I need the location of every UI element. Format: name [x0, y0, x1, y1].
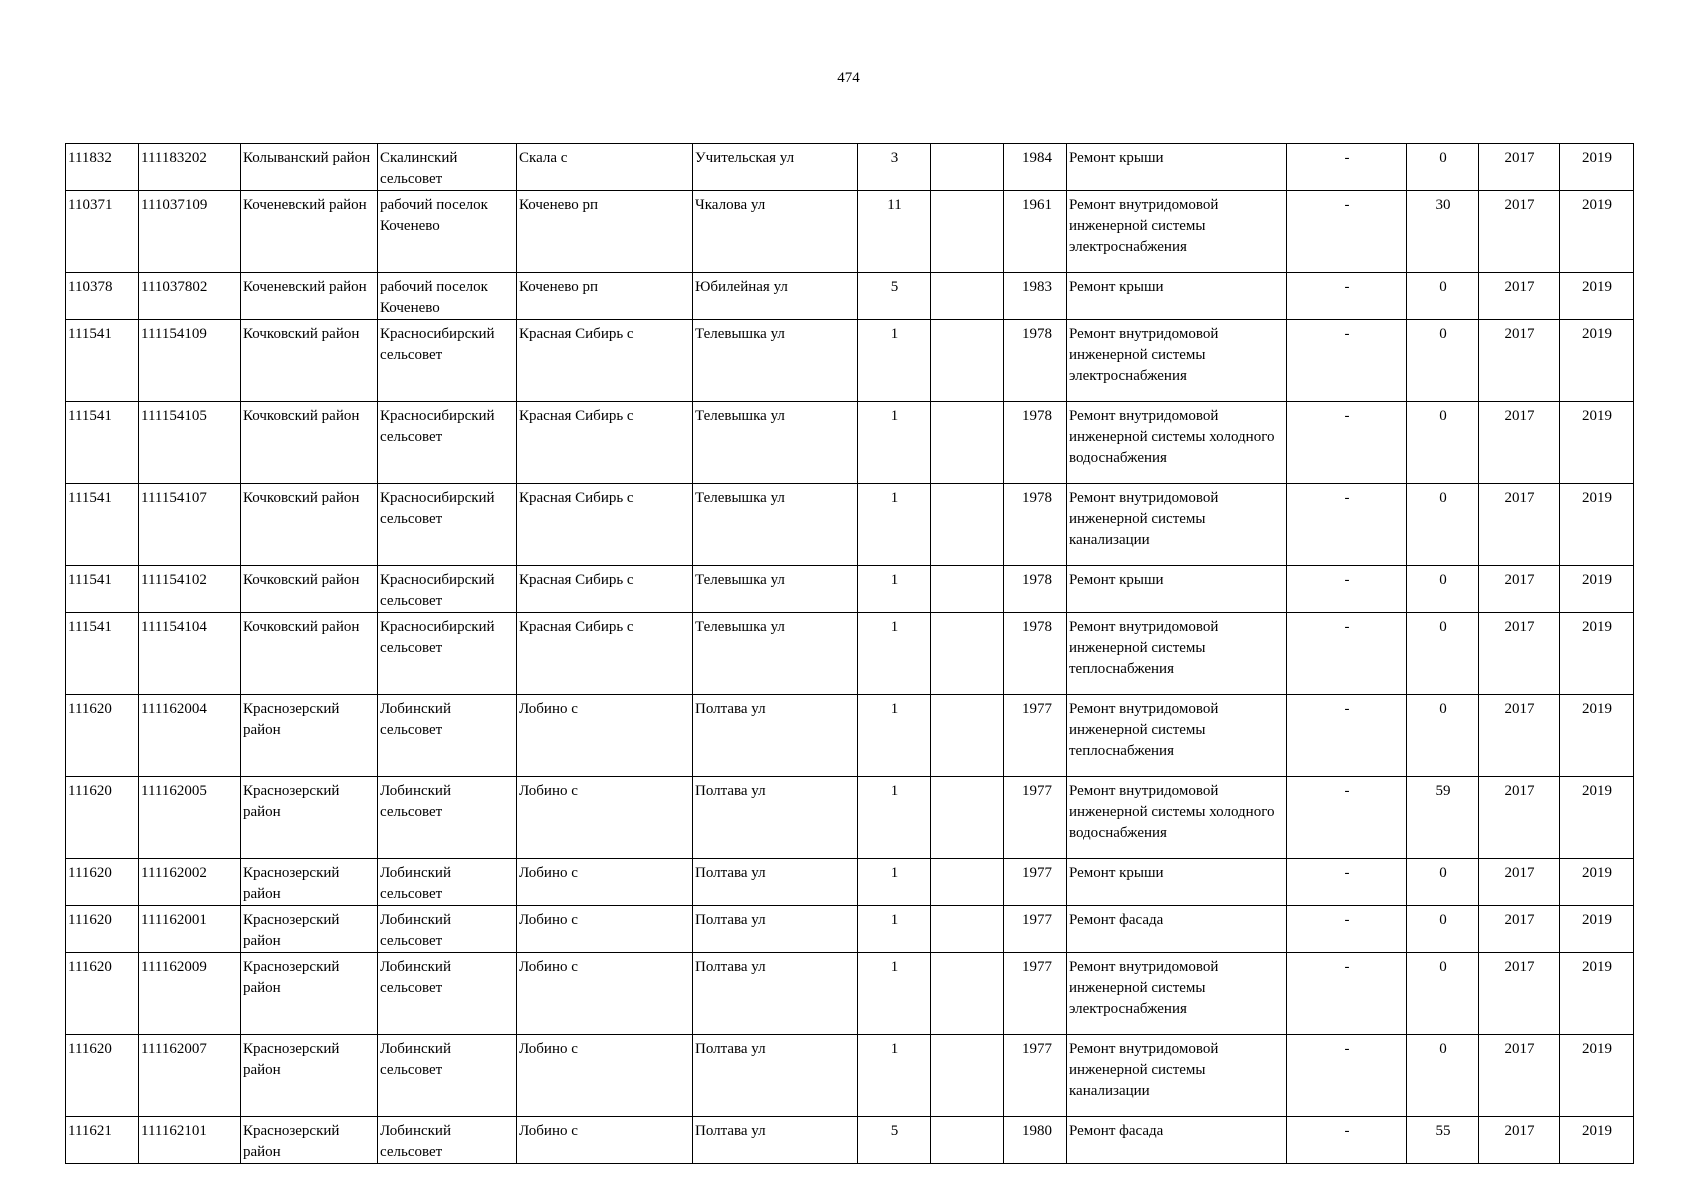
building-cell [931, 144, 1004, 191]
dash-cell: - [1287, 906, 1407, 953]
building-cell [931, 953, 1004, 1035]
district-cell: Кочковский район [241, 320, 378, 402]
repair-schedule-table [65, 143, 1634, 1164]
work-type-cell: Ремонт внутридомовой инженерной системы электроснабжения [1067, 320, 1287, 402]
municipality-cell: Красносибирский сельсовет [378, 613, 517, 695]
settlement-cell: Скала с [517, 144, 693, 191]
build-year-cell: 1977 [1004, 695, 1067, 777]
amount-cell: 59 [1407, 777, 1479, 859]
build-year-cell: 1961 [1004, 191, 1067, 273]
municipality-cell: Красносибирский сельсовет [378, 484, 517, 566]
settlement-cell: Красная Сибирь с [517, 566, 693, 613]
work-id-cell: 111154105 [139, 402, 241, 484]
district-cell: Колыванский район [241, 144, 378, 191]
building-cell [931, 906, 1004, 953]
table-body [66, 144, 1634, 1164]
object-id-cell: 111541 [66, 613, 139, 695]
end-year-cell: 2019 [1560, 1117, 1634, 1164]
district-cell: Краснозерский район [241, 1117, 378, 1164]
start-year-cell: 2017 [1479, 859, 1560, 906]
house-number-cell: 1 [858, 566, 931, 613]
work-id-cell: 111162007 [139, 1035, 241, 1117]
object-id-cell: 111541 [66, 402, 139, 484]
district-cell: Краснозерский район [241, 777, 378, 859]
start-year-cell: 2017 [1479, 777, 1560, 859]
build-year-cell: 1977 [1004, 777, 1067, 859]
building-cell [931, 402, 1004, 484]
amount-cell: 0 [1407, 1035, 1479, 1117]
district-cell: Краснозерский район [241, 953, 378, 1035]
municipality-cell: Лобинский сельсовет [378, 1117, 517, 1164]
dash-cell: - [1287, 566, 1407, 613]
dash-cell: - [1287, 777, 1407, 859]
work-id-cell: 111162009 [139, 953, 241, 1035]
settlement-cell: Лобино с [517, 906, 693, 953]
object-id-cell: 110371 [66, 191, 139, 273]
amount-cell: 0 [1407, 953, 1479, 1035]
object-id-cell: 111832 [66, 144, 139, 191]
object-id-cell: 111620 [66, 1035, 139, 1117]
work-id-cell: 111037802 [139, 273, 241, 320]
street-cell: Полтава ул [693, 1035, 858, 1117]
table-row [66, 906, 1634, 953]
work-type-cell: Ремонт внутридомовой инженерной системы канализации [1067, 484, 1287, 566]
house-number-cell: 1 [858, 320, 931, 402]
end-year-cell: 2019 [1560, 273, 1634, 320]
settlement-cell: Коченево рп [517, 273, 693, 320]
build-year-cell: 1978 [1004, 320, 1067, 402]
end-year-cell: 2019 [1560, 402, 1634, 484]
amount-cell: 55 [1407, 1117, 1479, 1164]
municipality-cell: Лобинский сельсовет [378, 1035, 517, 1117]
object-id-cell: 110378 [66, 273, 139, 320]
build-year-cell: 1978 [1004, 484, 1067, 566]
dash-cell: - [1287, 144, 1407, 191]
build-year-cell: 1978 [1004, 402, 1067, 484]
work-id-cell: 111154102 [139, 566, 241, 613]
start-year-cell: 2017 [1479, 191, 1560, 273]
work-type-cell: Ремонт внутридомовой инженерной системы теплоснабжения [1067, 613, 1287, 695]
amount-cell: 0 [1407, 906, 1479, 953]
work-type-cell: Ремонт внутридомовой инженерной системы холодного водоснабжения [1067, 402, 1287, 484]
start-year-cell: 2017 [1479, 402, 1560, 484]
end-year-cell: 2019 [1560, 613, 1634, 695]
table-row [66, 320, 1634, 402]
object-id-cell: 111620 [66, 695, 139, 777]
object-id-cell: 111541 [66, 566, 139, 613]
house-number-cell: 1 [858, 695, 931, 777]
table-row [66, 777, 1634, 859]
street-cell: Телевышка ул [693, 613, 858, 695]
amount-cell: 30 [1407, 191, 1479, 273]
work-id-cell: 111162002 [139, 859, 241, 906]
start-year-cell: 2017 [1479, 1035, 1560, 1117]
work-id-cell: 111154109 [139, 320, 241, 402]
end-year-cell: 2019 [1560, 1035, 1634, 1117]
start-year-cell: 2017 [1479, 1117, 1560, 1164]
amount-cell: 0 [1407, 484, 1479, 566]
settlement-cell: Красная Сибирь с [517, 402, 693, 484]
object-id-cell: 111541 [66, 320, 139, 402]
dash-cell: - [1287, 402, 1407, 484]
district-cell: Краснозерский район [241, 1035, 378, 1117]
amount-cell: 0 [1407, 695, 1479, 777]
municipality-cell: рабочий поселок Коченево [378, 191, 517, 273]
house-number-cell: 5 [858, 1117, 931, 1164]
end-year-cell: 2019 [1560, 906, 1634, 953]
table-row [66, 1117, 1634, 1164]
amount-cell: 0 [1407, 859, 1479, 906]
building-cell [931, 484, 1004, 566]
settlement-cell: Лобино с [517, 777, 693, 859]
house-number-cell: 1 [858, 1035, 931, 1117]
district-cell: Коченевский район [241, 191, 378, 273]
work-type-cell: Ремонт крыши [1067, 273, 1287, 320]
table-row [66, 695, 1634, 777]
start-year-cell: 2017 [1479, 484, 1560, 566]
house-number-cell: 3 [858, 144, 931, 191]
settlement-cell: Лобино с [517, 695, 693, 777]
work-type-cell: Ремонт крыши [1067, 859, 1287, 906]
end-year-cell: 2019 [1560, 859, 1634, 906]
municipality-cell: Красносибирский сельсовет [378, 566, 517, 613]
work-type-cell: Ремонт крыши [1067, 144, 1287, 191]
build-year-cell: 1980 [1004, 1117, 1067, 1164]
end-year-cell: 2019 [1560, 566, 1634, 613]
page-number: 474 [837, 70, 860, 86]
dash-cell: - [1287, 613, 1407, 695]
end-year-cell: 2019 [1560, 484, 1634, 566]
work-id-cell: 111162005 [139, 777, 241, 859]
building-cell [931, 613, 1004, 695]
building-cell [931, 191, 1004, 273]
building-cell [931, 695, 1004, 777]
work-id-cell: 111162101 [139, 1117, 241, 1164]
municipality-cell: Лобинский сельсовет [378, 953, 517, 1035]
settlement-cell: Коченево рп [517, 191, 693, 273]
house-number-cell: 1 [858, 777, 931, 859]
start-year-cell: 2017 [1479, 695, 1560, 777]
table-row [66, 566, 1634, 613]
settlement-cell: Лобино с [517, 1117, 693, 1164]
work-id-cell: 111037109 [139, 191, 241, 273]
end-year-cell: 2019 [1560, 695, 1634, 777]
municipality-cell: Лобинский сельсовет [378, 906, 517, 953]
house-number-cell: 1 [858, 859, 931, 906]
table-row [66, 191, 1634, 273]
building-cell [931, 566, 1004, 613]
build-year-cell: 1977 [1004, 953, 1067, 1035]
municipality-cell: Скалинский сельсовет [378, 144, 517, 191]
object-id-cell: 111541 [66, 484, 139, 566]
build-year-cell: 1977 [1004, 859, 1067, 906]
start-year-cell: 2017 [1479, 613, 1560, 695]
build-year-cell: 1978 [1004, 566, 1067, 613]
work-id-cell: 111154104 [139, 613, 241, 695]
work-type-cell: Ремонт фасада [1067, 906, 1287, 953]
district-cell: Кочковский район [241, 566, 378, 613]
start-year-cell: 2017 [1479, 566, 1560, 613]
building-cell [931, 777, 1004, 859]
district-cell: Краснозерский район [241, 859, 378, 906]
settlement-cell: Красная Сибирь с [517, 484, 693, 566]
district-cell: Кочковский район [241, 613, 378, 695]
object-id-cell: 111621 [66, 1117, 139, 1164]
street-cell: Телевышка ул [693, 320, 858, 402]
table-row [66, 144, 1634, 191]
street-cell: Телевышка ул [693, 484, 858, 566]
build-year-cell: 1977 [1004, 906, 1067, 953]
end-year-cell: 2019 [1560, 191, 1634, 273]
building-cell [931, 1117, 1004, 1164]
municipality-cell: Красносибирский сельсовет [378, 320, 517, 402]
street-cell: Полтава ул [693, 695, 858, 777]
work-type-cell: Ремонт крыши [1067, 566, 1287, 613]
municipality-cell: Лобинский сельсовет [378, 695, 517, 777]
street-cell: Полтава ул [693, 1117, 858, 1164]
table-row [66, 859, 1634, 906]
table-row [66, 613, 1634, 695]
settlement-cell: Лобино с [517, 859, 693, 906]
building-cell [931, 859, 1004, 906]
building-cell [931, 273, 1004, 320]
start-year-cell: 2017 [1479, 144, 1560, 191]
street-cell: Телевышка ул [693, 402, 858, 484]
settlement-cell: Красная Сибирь с [517, 320, 693, 402]
street-cell: Полтава ул [693, 906, 858, 953]
dash-cell: - [1287, 320, 1407, 402]
dash-cell: - [1287, 273, 1407, 320]
house-number-cell: 5 [858, 273, 931, 320]
end-year-cell: 2019 [1560, 777, 1634, 859]
start-year-cell: 2017 [1479, 906, 1560, 953]
work-type-cell: Ремонт внутридомовой инженерной системы электроснабжения [1067, 191, 1287, 273]
district-cell: Кочковский район [241, 402, 378, 484]
street-cell: Полтава ул [693, 777, 858, 859]
work-type-cell: Ремонт фасада [1067, 1117, 1287, 1164]
amount-cell: 0 [1407, 144, 1479, 191]
street-cell: Чкалова ул [693, 191, 858, 273]
dash-cell: - [1287, 1117, 1407, 1164]
amount-cell: 0 [1407, 566, 1479, 613]
house-number-cell: 11 [858, 191, 931, 273]
building-cell [931, 1035, 1004, 1117]
work-type-cell: Ремонт внутридомовой инженерной системы электроснабжения [1067, 953, 1287, 1035]
dash-cell: - [1287, 191, 1407, 273]
house-number-cell: 1 [858, 613, 931, 695]
start-year-cell: 2017 [1479, 320, 1560, 402]
amount-cell: 0 [1407, 320, 1479, 402]
house-number-cell: 1 [858, 402, 931, 484]
work-type-cell: Ремонт внутридомовой инженерной системы теплоснабжения [1067, 695, 1287, 777]
build-year-cell: 1984 [1004, 144, 1067, 191]
street-cell: Телевышка ул [693, 566, 858, 613]
municipality-cell: рабочий поселок Коченево [378, 273, 517, 320]
work-id-cell: 111162001 [139, 906, 241, 953]
table-row [66, 1035, 1634, 1117]
work-id-cell: 111162004 [139, 695, 241, 777]
build-year-cell: 1977 [1004, 1035, 1067, 1117]
amount-cell: 0 [1407, 273, 1479, 320]
dash-cell: - [1287, 953, 1407, 1035]
street-cell: Учительская ул [693, 144, 858, 191]
house-number-cell: 1 [858, 906, 931, 953]
table-row [66, 402, 1634, 484]
district-cell: Кочковский район [241, 484, 378, 566]
street-cell: Полтава ул [693, 953, 858, 1035]
settlement-cell: Красная Сибирь с [517, 613, 693, 695]
municipality-cell: Лобинский сельсовет [378, 859, 517, 906]
house-number-cell: 1 [858, 484, 931, 566]
build-year-cell: 1983 [1004, 273, 1067, 320]
district-cell: Коченевский район [241, 273, 378, 320]
dash-cell: - [1287, 859, 1407, 906]
district-cell: Краснозерский район [241, 695, 378, 777]
table-row [66, 273, 1634, 320]
end-year-cell: 2019 [1560, 320, 1634, 402]
table-row [66, 484, 1634, 566]
start-year-cell: 2017 [1479, 273, 1560, 320]
end-year-cell: 2019 [1560, 144, 1634, 191]
end-year-cell: 2019 [1560, 953, 1634, 1035]
build-year-cell: 1978 [1004, 613, 1067, 695]
settlement-cell: Лобино с [517, 1035, 693, 1117]
work-id-cell: 111183202 [139, 144, 241, 191]
municipality-cell: Красносибирский сельсовет [378, 402, 517, 484]
house-number-cell: 1 [858, 953, 931, 1035]
table-row [66, 953, 1634, 1035]
work-type-cell: Ремонт внутридомовой инженерной системы канализации [1067, 1035, 1287, 1117]
object-id-cell: 111620 [66, 777, 139, 859]
start-year-cell: 2017 [1479, 953, 1560, 1035]
street-cell: Юбилейная ул [693, 273, 858, 320]
object-id-cell: 111620 [66, 953, 139, 1035]
municipality-cell: Лобинский сельсовет [378, 777, 517, 859]
settlement-cell: Лобино с [517, 953, 693, 1035]
dash-cell: - [1287, 1035, 1407, 1117]
street-cell: Полтава ул [693, 859, 858, 906]
object-id-cell: 111620 [66, 906, 139, 953]
district-cell: Краснозерский район [241, 906, 378, 953]
building-cell [931, 320, 1004, 402]
work-id-cell: 111154107 [139, 484, 241, 566]
dash-cell: - [1287, 484, 1407, 566]
amount-cell: 0 [1407, 402, 1479, 484]
amount-cell: 0 [1407, 613, 1479, 695]
dash-cell: - [1287, 695, 1407, 777]
object-id-cell: 111620 [66, 859, 139, 906]
work-type-cell: Ремонт внутридомовой инженерной системы холодного водоснабжения [1067, 777, 1287, 859]
